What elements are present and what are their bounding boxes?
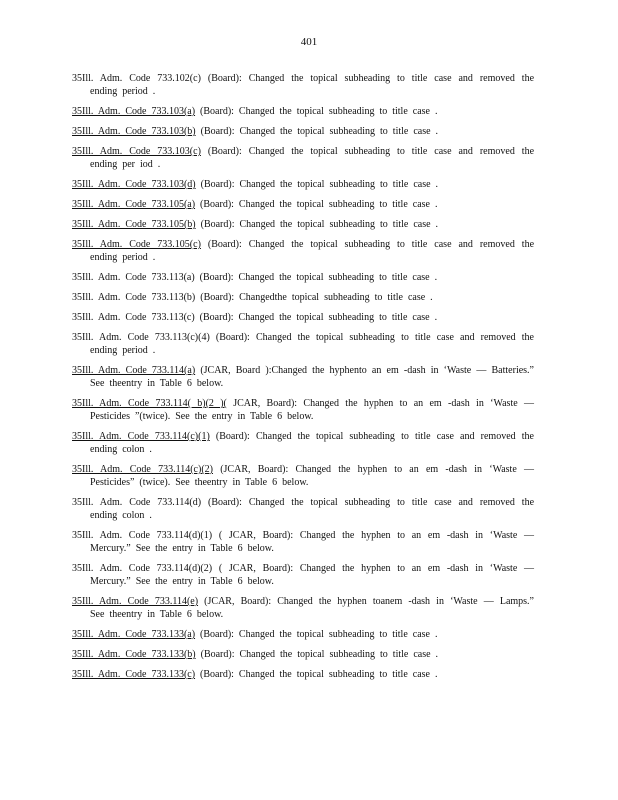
citation: 35Ill. Adm. Code 733.114(d)(2) bbox=[72, 563, 213, 574]
citation: 35Ill. Adm. Code 733.103(d) bbox=[72, 179, 196, 190]
citation: 35Ill. Adm. Code 733.114(d) bbox=[72, 497, 202, 508]
entry-text: (JCAR, Board ):Changed the hyphento an em -dash in ‘Waste — Batteries.” See theentry in Table 6 below. bbox=[90, 365, 534, 389]
citation: 35Ill. Adm. Code 733.114(c)(1) bbox=[72, 431, 210, 442]
citation: 35Ill. Adm. Code 733.102(c) bbox=[72, 73, 201, 84]
entry-text: (Board): Changed the topical subheading to title case and removed the ending period . bbox=[90, 239, 535, 263]
amendment-entry bbox=[72, 496, 534, 522]
amendment-entry bbox=[72, 311, 534, 324]
citation: 35Ill. Adm. Code 733.114(e) bbox=[72, 596, 199, 607]
amendment-list bbox=[72, 72, 534, 688]
amendment-entry bbox=[72, 668, 534, 681]
entry-text: (Board): Changed the topical subheading to title case and removed the ending period . bbox=[90, 73, 535, 97]
amendment-entry bbox=[72, 463, 534, 489]
amendment-entry bbox=[72, 271, 534, 284]
citation: 35Ill. Adm. Code 733.133(b) bbox=[72, 649, 196, 660]
amendment-entry bbox=[72, 397, 534, 423]
entry-text: (Board): Changed the topical subheading to title case . bbox=[195, 669, 438, 680]
citation: 35Ill. Adm. Code 733.133(a) bbox=[72, 629, 196, 640]
citation: 35Ill. Adm. Code 733.114(d)(1) bbox=[72, 530, 213, 541]
amendment-entry bbox=[72, 105, 534, 118]
entry-text: (JCAR, Board): Changed the hyphen toanem -dash in ‘Waste — Lamps.” See theentry in Table 6 below. bbox=[90, 596, 534, 620]
citation: 35Ill. Adm. Code 733.105(a) bbox=[72, 199, 196, 210]
entry-text: (Board): Changed the topical subheading to title case . bbox=[195, 106, 438, 117]
entry-text: ( JCAR, Board): Changed the hyphen to an em -dash in ‘Waste —Mercury.” See the entry in Table 6 below. bbox=[90, 563, 534, 587]
entry-text: (Board): Changed the topical subheading to title case . bbox=[194, 312, 438, 323]
amendment-entry bbox=[72, 238, 534, 264]
entry-text: (Board): Changed the topical subheading to title case and removed the ending colon . bbox=[90, 497, 535, 521]
entry-text: (Board): Changed the topical subheading to title case . bbox=[195, 219, 439, 230]
amendment-entry bbox=[72, 331, 534, 357]
citation: 35Ill. Adm. Code 733.103(c) bbox=[72, 146, 201, 157]
citation: 35Ill. Adm. Code 733.113(c) bbox=[72, 312, 195, 323]
citation: 35Ill. Adm. Code 733.133(c) bbox=[72, 669, 196, 680]
entry-text: (Board): Changed the topical subheading to title case . bbox=[195, 649, 439, 660]
amendment-entry bbox=[72, 628, 534, 641]
citation: 35Ill. Adm. Code 733.114(a) bbox=[72, 365, 196, 376]
citation: 35Ill. Adm. Code 733.113(c)(4) bbox=[72, 332, 210, 343]
amendment-entry bbox=[72, 72, 534, 98]
page-number: 401 bbox=[300, 36, 318, 48]
entry-text: JCAR, Board): Changed the hyphen to an em -dash in ‘Waste —Pesticides ”(twice). See the entry in Table 6 below. bbox=[90, 398, 534, 422]
citation: 35Ill. Adm. Code 733.103(b) bbox=[72, 126, 196, 137]
entry-text: (JCAR, Board): Changed the hyphen to an em -dash in ‘Waste —Pesticides” (twice). See theentry in Table 6 below. bbox=[90, 464, 534, 488]
entry-text: (Board): Changed the topical subheading to title case . bbox=[195, 179, 439, 190]
citation: 35Ill. Adm. Code 733.105(b) bbox=[72, 219, 196, 230]
amendment-entry bbox=[72, 145, 534, 171]
entry-text: (Board): Changed the topical subheading to title case and removed the ending colon . bbox=[90, 431, 534, 455]
citation: 35Ill. Adm. Code 733.113(a) bbox=[72, 272, 195, 283]
amendment-entry bbox=[72, 595, 534, 621]
citation: 35Ill. Adm. Code 733.114( b)(2 )( bbox=[72, 398, 227, 409]
amendment-entry bbox=[72, 218, 534, 231]
amendment-entry bbox=[72, 198, 534, 211]
entry-text: (Board): Changedthe topical subheading to title case . bbox=[195, 292, 433, 303]
amendment-entry bbox=[72, 178, 534, 191]
amendment-entry bbox=[72, 291, 534, 304]
citation: 35Ill. Adm. Code 733.114(c)(2) bbox=[72, 464, 213, 475]
amendment-entry bbox=[72, 125, 534, 138]
amendment-entry bbox=[72, 364, 534, 390]
entry-text: (Board): Changed the topical subheading to title case . bbox=[194, 272, 438, 283]
entry-text: (Board): Changed the topical subheading to title case . bbox=[195, 199, 438, 210]
entry-text: (Board): Changed the topical subheading to title case . bbox=[195, 629, 438, 640]
entry-text: ( JCAR, Board): Changed the hyphen to an em -dash in ‘Waste —Mercury.” See the entry in Table 6 below. bbox=[90, 530, 534, 554]
citation: 35Ill. Adm. Code 733.103(a) bbox=[72, 106, 196, 117]
entry-text: (Board): Changed the topical subheading to title case . bbox=[195, 126, 439, 137]
citation: 35Ill. Adm. Code 733.105(c) bbox=[72, 239, 201, 250]
amendment-entry bbox=[72, 562, 534, 588]
entry-text: (Board): Changed the topical subheading to title case and removed the ending period . bbox=[90, 332, 534, 356]
entry-text: (Board): Changed the topical subheading to title case and removed the ending per iod . bbox=[90, 146, 535, 170]
amendment-entry bbox=[72, 648, 534, 661]
amendment-entry bbox=[72, 430, 534, 456]
citation: 35Ill. Adm. Code 733.113(b) bbox=[72, 292, 196, 303]
amendment-entry bbox=[72, 529, 534, 555]
